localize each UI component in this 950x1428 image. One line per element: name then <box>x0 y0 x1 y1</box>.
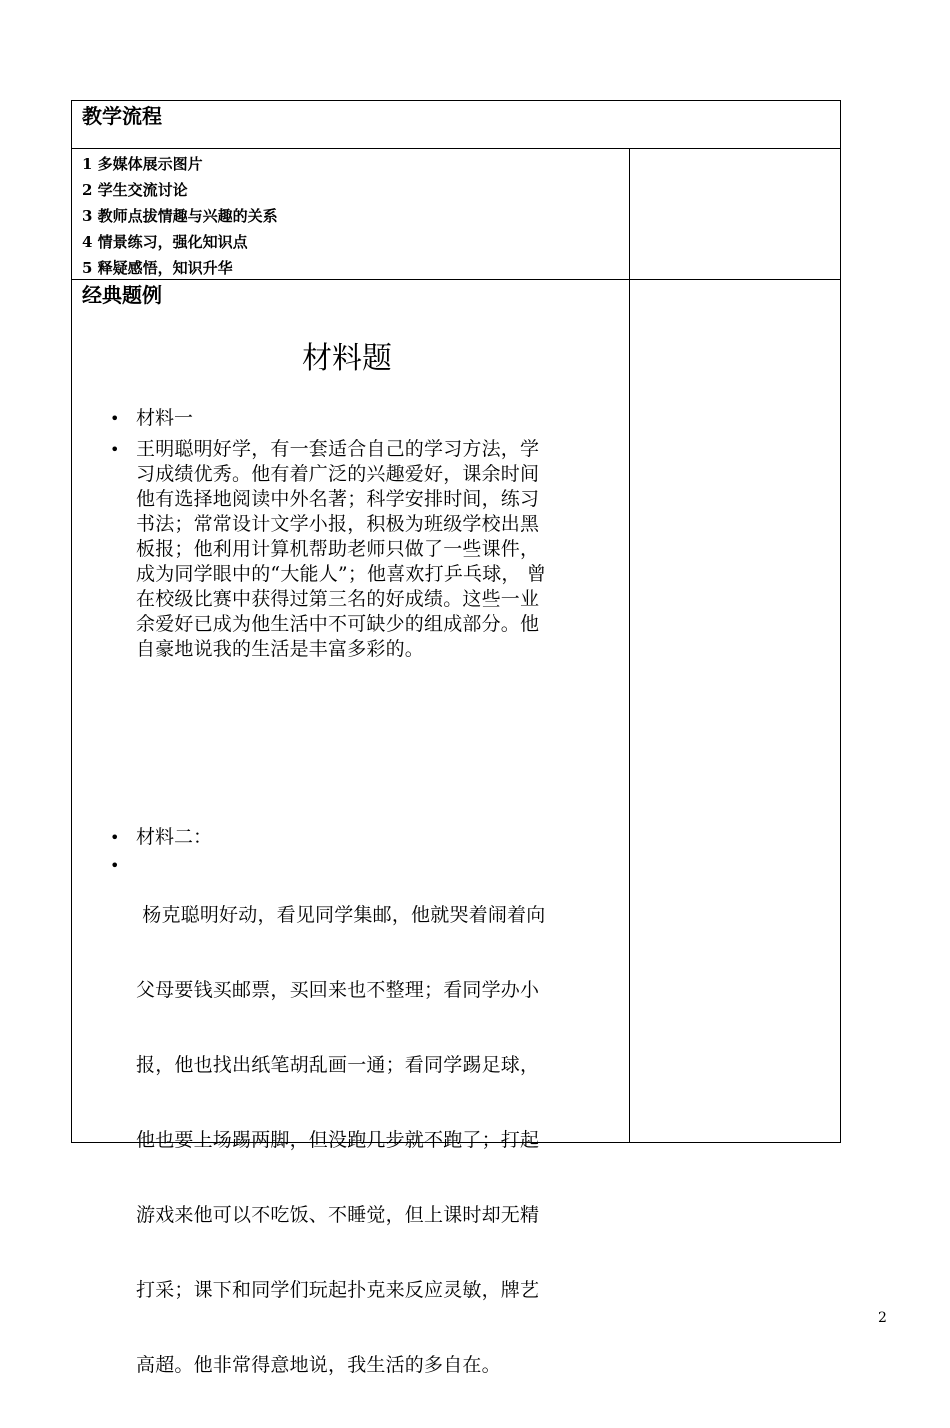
text-line: 他也要上场踢两脚，但没跑几步就不跑了；打起 <box>136 1129 540 1151</box>
teaching-flow-list <box>82 151 278 281</box>
text-line: 打采；课下和同学们玩起扑克来反应灵敏，牌艺 <box>136 1279 540 1301</box>
bullet-icon: • <box>110 440 120 459</box>
text-line: 自豪地说我的生活是丰富多彩的。 <box>136 638 425 660</box>
material1-label: 材料一 <box>136 407 194 429</box>
text-line: 书法；常常设计文学小报，积极为班级学校出黑 <box>136 513 540 535</box>
material2-text <box>136 853 560 1428</box>
material2-label: 材料二： <box>136 826 213 848</box>
example-section-title: 经典题例 <box>82 283 162 307</box>
text-line: 习成绩优秀。他有着广泛的兴趣爱好，课余时间 <box>136 463 540 485</box>
text-line: 他有选择地阅读中外名著；科学安排时间，练习 <box>136 488 540 510</box>
text-line: 在校级比赛中获得过第三名的好成绩。这些一业 <box>136 588 540 610</box>
material1-text <box>136 437 560 662</box>
text-line: 余爱好已成为他生活中不可缺少的组成部分。他 <box>136 613 540 635</box>
flow-step: 3 教师点拔情趣与兴趣的关系 <box>82 207 278 225</box>
bullet-icon: • <box>110 856 120 875</box>
material2-paragraph <box>110 853 560 1428</box>
flow-step: 2 学生交流讨论 <box>82 181 188 199</box>
teaching-flow-title: 教学流程 <box>82 104 162 128</box>
lesson-table <box>71 100 841 1376</box>
bullet-icon: • <box>110 409 120 428</box>
page-number: 2 <box>878 1310 887 1326</box>
text-line: 杨克聪明好动，看见同学集邮，他就哭着闹着向 <box>136 904 546 926</box>
bullet-icon: • <box>110 828 120 847</box>
text-line: 报，他也找出纸笔胡乱画一通；看同学踢足球， <box>136 1054 540 1076</box>
text-line: 游戏来他可以不吃饭、不睡觉，但上课时却无精 <box>136 1204 540 1226</box>
text-line: 板报；他利用计算机帮助老师只做了一些课件， <box>136 538 540 560</box>
text-line: 高超。他非常得意地说，我生活的多自在。 <box>136 1354 501 1376</box>
column-divider <box>629 148 630 1142</box>
flow-step: 5 释疑感悟，知识升华 <box>82 259 233 277</box>
flow-step: 4 情景练习，强化知识点 <box>82 233 248 251</box>
material-question-heading: 材料题 <box>302 341 392 376</box>
material2-label-item <box>110 825 560 850</box>
text-line: 成为同学眼中的“大能人”；他喜欢打乒乓球， 曾 <box>136 563 547 585</box>
teaching-flow-header-row <box>72 101 840 149</box>
text-line: 父母要钱买邮票，买回来也不整理；看同学办小 <box>136 979 540 1001</box>
material1-paragraph <box>110 437 560 662</box>
text-line: 王明聪明好学，有一套适合自己的学习方法，学 <box>136 438 540 460</box>
material1-label-item <box>110 406 560 431</box>
flow-step: 1 多媒体展示图片 <box>82 155 203 173</box>
